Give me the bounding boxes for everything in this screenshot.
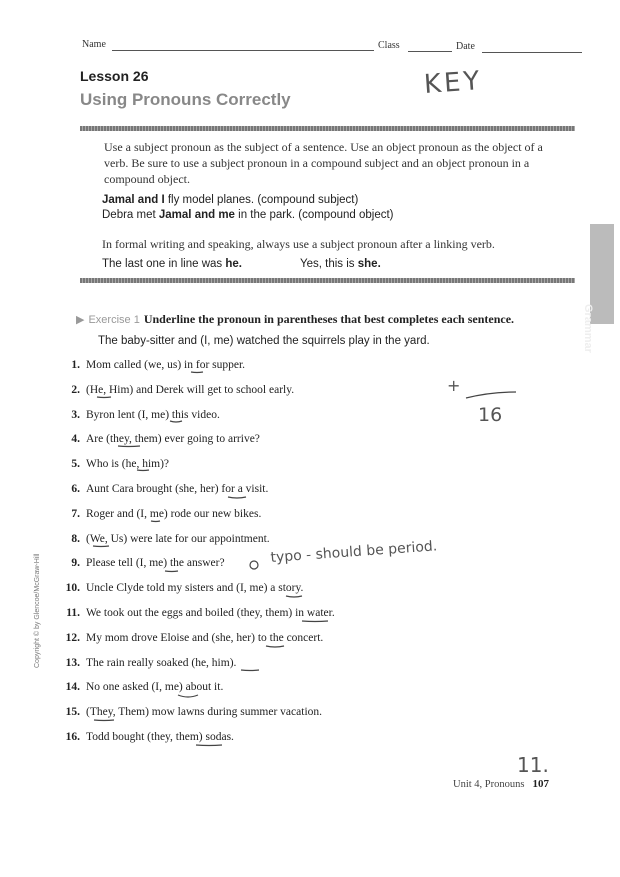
page-number: 107 (532, 778, 549, 790)
grammar-side-tab: Grammar (590, 224, 614, 324)
item-sentence: Todd bought (they, them) sodas. (86, 731, 234, 743)
underline-item-16 (196, 745, 222, 746)
item-sentence: (He, Him) and Derek will get to school early. (86, 383, 295, 396)
item-sentence: We took out the eggs and boiled (they, them) in water. (86, 607, 335, 619)
item-sentence: The rain really soaked (he, him). (86, 656, 237, 669)
score-total: 16 (478, 404, 503, 426)
underline-item-13 (241, 670, 259, 671)
item-number: 3. (71, 408, 80, 421)
item-number: 10. (65, 582, 80, 595)
underline-item-11 (302, 621, 328, 622)
item-number: 14. (65, 681, 80, 694)
underline-item-10 (286, 596, 302, 597)
underline-item-9 (165, 571, 178, 572)
underline-item-8 (93, 546, 109, 547)
item-sentence: Aunt Cara brought (she, her) for a visit. (86, 483, 269, 495)
exercise-instruction: Underline the pronoun in parentheses that best completes each sentence. (143, 312, 515, 326)
underline-item-15 (94, 720, 114, 721)
lesson-title: Using Pronouns Correctly (80, 90, 291, 109)
class-label: Class (378, 40, 400, 51)
unit-label: Unit 4, Pronouns (453, 779, 525, 790)
item-sentence: Uncle Clyde told my sisters and (I, me) a story. (86, 582, 304, 595)
item-number: 7. (71, 507, 80, 520)
example-linking-she: Yes, this is she. (300, 258, 381, 270)
page-footer (453, 778, 549, 790)
underline-item-3 (170, 421, 182, 422)
example-compound-subject: Jamal and I fly model planes. (compound subject) (102, 194, 359, 206)
lesson-number: Lesson 26 (80, 68, 149, 84)
item-number: 2. (71, 383, 80, 396)
triangle-arrow-icon: ▶ (76, 314, 85, 326)
item-sentence: (We, Us) were late for our appointment. (86, 532, 270, 545)
item-sentence: (They, Them) mow lawns during summer vacation. (86, 706, 323, 719)
item-sentence: No one asked (I, me) about it. (86, 681, 224, 694)
item-number: 11. (66, 607, 80, 619)
exercise-example: The baby-sitter and (I, me) watched the squirrels play in the yard. (98, 335, 430, 347)
underline-item-7 (151, 521, 160, 522)
item-number: 9. (71, 557, 80, 570)
item-number: 4. (71, 433, 80, 446)
underline-item-6 (228, 497, 246, 498)
exercise-label: Exercise 1 (88, 314, 140, 326)
item-number: 13. (65, 656, 80, 669)
underline-item-4 (118, 446, 140, 447)
name-label: Name (82, 39, 106, 50)
item-sentence: Mom called (we, us) in for supper. (86, 359, 246, 371)
key-annotation: KEY (423, 66, 484, 100)
item-sentence: Byron lent (I, me) this video. (86, 408, 220, 421)
item-number: 5. (71, 458, 80, 471)
item-number: 16. (65, 731, 80, 743)
typo-note: typo - should be period. (270, 538, 438, 566)
item-number: 8. (71, 532, 80, 545)
example-compound-object: Debra met Jamal and me in the park. (compound object) (102, 209, 394, 221)
date-label: Date (456, 41, 475, 52)
item-number: 15. (65, 706, 80, 719)
underline-item-5 (137, 470, 149, 471)
item-number: 12. (65, 631, 80, 644)
item-sentence: Are (they, them) ever going to arrive? (86, 433, 260, 446)
underline-item-2 (97, 397, 111, 398)
linking-verb-rule: In formal writing and speaking, always use a subject pronoun after a linking verb. (102, 237, 495, 251)
score-fraction-line (466, 392, 516, 398)
item-sentence: Who is (he, him)? (86, 458, 170, 471)
example-linking-he: The last one in line was he. (102, 258, 242, 270)
item-number: 1. (71, 359, 80, 371)
item-sentence: Please tell (I, me) the answer? (86, 557, 225, 570)
item-sentence: Roger and (I, me) rode our new bikes. (86, 507, 262, 520)
score-plus: + (447, 376, 461, 395)
final-score: 11. (517, 753, 549, 777)
item-sentence: My mom drove Eloise and (she, her) to the concert. (86, 631, 324, 644)
typo-circle-mark (250, 561, 258, 569)
underline-item-14 (178, 695, 198, 697)
item-number: 6. (71, 483, 80, 495)
underline-item-12 (266, 646, 284, 647)
intro-paragraph: Use a subject pronoun as the subject of a sentence. Use an object pronoun as the object of a verb. Be sure to use a subject pronoun in a compound subject and an object pronoun in a compound object. (104, 140, 543, 186)
underline-item-1 (191, 372, 203, 373)
copyright-notice: Copyright © by Glencoe/McGraw-Hill (34, 553, 41, 668)
